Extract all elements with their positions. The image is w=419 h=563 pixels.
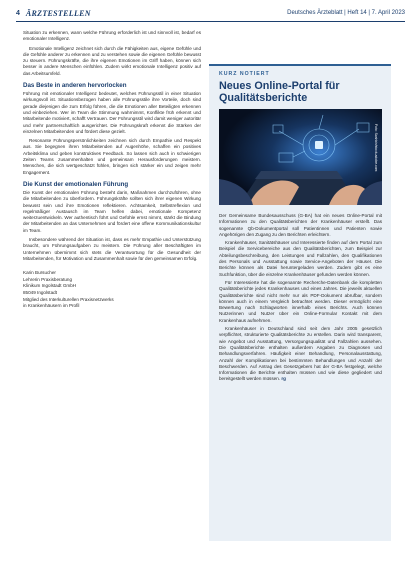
- intro-paragraph: Emotionale Intelligenz zeichnet sich durch die Fähigkeiten aus, eigene Gefühle und die Gefühle anderer zu erkennen und zu verstehen sowie die eigenen Gefühle bewusst zu steuern. Führungskräfte, die ihre eigenen Emotionen im Griff haben, können sich besser in andere Menschen einfühlen. Zudem wirkt emotionale Intelligenz positiv auf das Arbeitsumfeld.: [23, 45, 201, 76]
- page-header: [16, 6, 405, 20]
- section-heading: Die Kunst der emotionalen Führung: [23, 180, 129, 188]
- news-paragraph: Der Gemeinsame Bundesausschuss (G-BA) hat ein neues Online-Portal mit Informationen zu den Qualitätsberichten der Krankenhäuser erstellt. Das sogenannte Qb-Dokumentportal soll Patientinnen und Patienten sowie Angehörigen den Zugang zu den Berichten erleichtern.: [219, 213, 382, 237]
- left-column: [23, 30, 201, 310]
- body-paragraph: Insbesondere während der Situation ist, dass es mehr Empathie und Unterstützung braucht, um Führungsaufgaben zu meistern. Die Führung aller Beschäftigten im Unternehmen übernimmt sich stets die Verantwortung für die Gesundheit der Mitarbeitenden, für Motivation und Zusammenhalt sowie für den gemeinsamen Erfolg.: [23, 237, 201, 261]
- section-heading: Das Beste in anderen hervorlocken: [23, 82, 127, 90]
- header-rule: [16, 21, 405, 22]
- author-line: Mitglied des Interkulturellen Praxisnetzwerks: [23, 296, 114, 302]
- news-paragraph: [219, 326, 382, 383]
- laptop-hands-illustration: [219, 109, 382, 205]
- author-block: [23, 270, 201, 310]
- news-title: Neues Online-Portal für Qualitätsberichte: [219, 80, 340, 104]
- news-text: [219, 213, 382, 385]
- news-kicker: KURZ NOTIERT: [219, 71, 270, 77]
- author-line: in Krankenhäusern im Profil: [23, 303, 80, 309]
- body-paragraph: Die Kunst der emotionalen Führung besteht darin, Maßnahmen durchzuführen, ohne die Mitarbeitenden zu überfordern. Führungskräfte sollten sich ihrer eigenen Wirkung bewusst sein und ihre Emotionen reflektieren. Achtsamkeit, Selbstreflexion und regelmäßiger Austausch im Team helfen dabei, emotionale Kompetenz weiterzuentwickeln. Wer authentisch führt und Gefühle ernst nimmt, stärkt die Bindung der Mitarbeitenden an das Unternehmen und fördert eine offene Kommunikationskultur im Team.: [23, 189, 201, 233]
- body-paragraph: Resonante Führungspersönlichkeiten zeichnen sich durch Empathie und Respekt aus. Sie begegnen ihren Mitarbeitenden auf Augenhöhe, schaffen ein positives Arbeitsklima und geben konstruktives Feedback. So lassen sich auch in schwierigen Zeiten Teams zusammenhalten und gemeinsam Herausforderungen meistern. Menschen, die sich wertgeschätzt fühlen, bringen sich stärker ein und zeigen mehr Engagement.: [23, 138, 201, 175]
- news-photo: [219, 109, 382, 205]
- author-line: Lehrerin Praxisberatung: [23, 276, 73, 282]
- author-line: Karin Bursucher: [23, 270, 56, 276]
- photo-credit: Foto: Sashkin/stock.adobe.com: [374, 124, 378, 172]
- author-signature: rg: [281, 376, 286, 382]
- issue-info: Deutsches Ärzteblatt | Heft 14 | 7. April 2023: [287, 10, 405, 16]
- news-paragraph: Krankenhäuser, Sanitätshäuser und Interessierte finden auf dem Portal zum Beispiel die Servicebereiche aus den Qualitätsberichten, zum Beispiel zur Abteilungsbeschreibung, den Leistungen und Fallzahlen, den Qualifikationen des Personals und Ausstattung sowie Service-Angeboten der Häuser. Die Berichte können als Datei heruntergeladen werden. Zudem gibt es eine Suchfunktion, über die einzelne Krankenhäuser gefunden werden können.: [219, 240, 382, 277]
- body-paragraph: Führung mit emotionaler Intelligenz bedeutet, welches Führungsstil in einer Situation wirkungsvoll ist. Situationsbezogen haben alle Führungsstile ihre Vorteile, doch sind gerade diejenigen die zum Erfolg führen, die die Emotionen aller Beteiligten erkennen und einbeziehen. Wer im Team die Stimmung wahrnimmt, Konflikte früh erkennt und Mitarbeitende motiviert, schafft Vertrauen. Der Führungsstil wird damit weniger autoritär und mehr partnerschaftlich ausgerichtet. Die Führungskraft erkennt die Stärken der einzelnen Mitarbeitenden und fördert diese gezielt.: [23, 91, 201, 134]
- journal-logo: ÄRZTESTELLEN: [25, 8, 91, 18]
- news-paragraph: Für Interessierte hat die sogenannte Recherche-Datenbank die kompletten Qualitätsberichte jedes Krankenhauses und eines Jahres. Die jeweils aktuellen Qualitätsberichte sind nicht mehr nur als PDF-Dokument abrufbar, sondern können auch in einem Vergleich betrachtet werden. Dieser ermöglicht eine Bewertung nach Schlagworten innerhalb eines Berichts. Auch können Nutzerinnen und Nutzer über ein Online-Formular Kontakt mit dem Krankenhaus aufnehmen.: [219, 279, 382, 323]
- intro-paragraph: Situation zu erkennen, wann welche Führung erforderlich ist und sinnvoll ist, bedarf es emotionaler Intelligenz.: [23, 30, 201, 42]
- author-line: Klinikum Ingolstadt GmbH: [23, 283, 77, 289]
- page-number: 4: [16, 9, 20, 17]
- news-paragraph-text: Krankenhäuser in Deutschland sind seit dem Jahr 2005 gesetzlich verpflichtet, strukturierte Qualitätsberichte zu erstellen. Darin wird transparent, wie Angebot und Ausstattung, Versorgungsqualität und Fallzahlen aussehen. Die Qualitätsberichte enthalten außerdem Angaben zu Diagnosen und Behandlungsverfahren. Häufigkeit einer Behandlung, Personalausstattung, Anzahl der Komplikationen bei bestimmten Behandlungen und Anzahl der Beschwerden. Auf Antrag des Gesetzgebers hat der G-BA festgelegt, welche Informationen die Berichte enthalten müssen und wie diese gegliedert und bereitgestellt werden müssen.: [219, 326, 382, 382]
- author-line: 85049 Ingolstadt: [23, 289, 57, 295]
